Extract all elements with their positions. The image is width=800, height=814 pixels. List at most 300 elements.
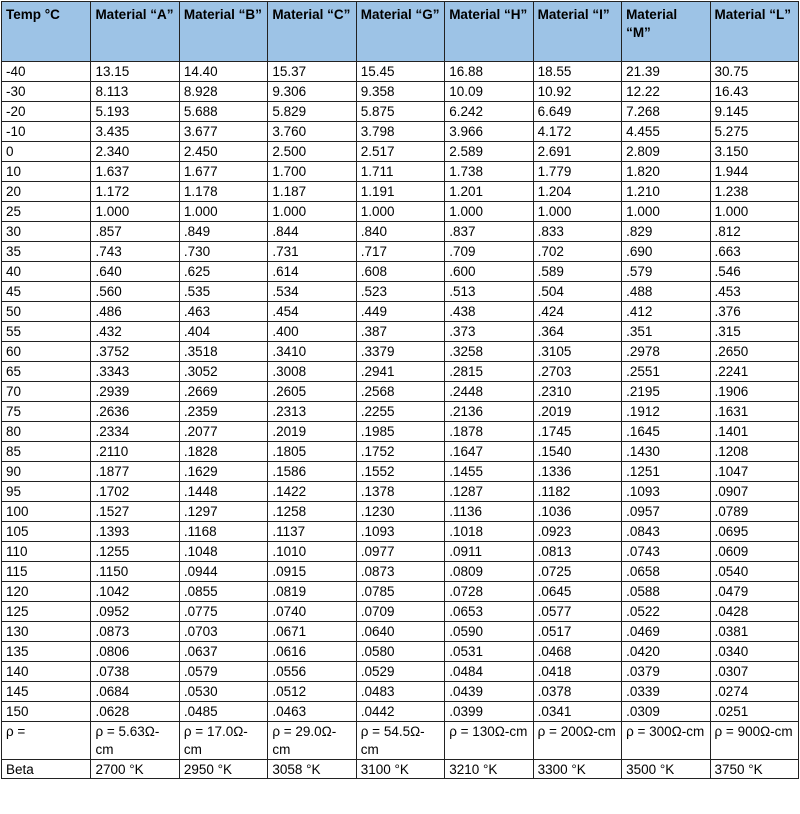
value-cell: .2941 — [356, 362, 444, 382]
beta-row — [2, 760, 799, 779]
table-row — [2, 422, 799, 442]
value-cell: .2241 — [710, 362, 799, 382]
value-cell: 8.928 — [179, 82, 267, 102]
value-cell: .1393 — [91, 522, 179, 542]
value-cell: 9.145 — [710, 102, 799, 122]
value-cell: .513 — [445, 282, 533, 302]
temp-cell: 95 — [2, 482, 91, 502]
temp-cell: 130 — [2, 622, 91, 642]
value-cell: .0340 — [710, 642, 799, 662]
beta-cell: 3500 °K — [622, 760, 710, 779]
value-cell: .1287 — [445, 482, 533, 502]
value-cell: .3410 — [268, 342, 356, 362]
value-cell: .3379 — [356, 342, 444, 362]
value-cell: .812 — [710, 222, 799, 242]
beta-cell: 3100 °K — [356, 760, 444, 779]
value-cell: .2703 — [533, 362, 621, 382]
value-cell: .2019 — [533, 402, 621, 422]
value-cell: 1.000 — [356, 202, 444, 222]
value-cell: .486 — [91, 302, 179, 322]
value-cell: .2815 — [445, 362, 533, 382]
value-cell: 15.45 — [356, 62, 444, 82]
value-cell: .0813 — [533, 542, 621, 562]
beta-cell: 3058 °K — [268, 760, 356, 779]
header-row — [2, 2, 799, 62]
value-cell: .2019 — [268, 422, 356, 442]
temp-cell: 30 — [2, 222, 91, 242]
value-cell: .0531 — [445, 642, 533, 662]
table-row — [2, 602, 799, 622]
value-cell: .0703 — [179, 622, 267, 642]
value-cell: .709 — [445, 242, 533, 262]
value-cell: .0381 — [710, 622, 799, 642]
temp-cell: 10 — [2, 162, 91, 182]
value-cell: .1912 — [622, 402, 710, 422]
value-cell: .1297 — [179, 502, 267, 522]
value-cell: 1.000 — [533, 202, 621, 222]
value-cell: .0952 — [91, 602, 179, 622]
table-row — [2, 242, 799, 262]
value-cell: .1018 — [445, 522, 533, 542]
value-cell: .0775 — [179, 602, 267, 622]
temp-cell: 105 — [2, 522, 91, 542]
value-cell: .579 — [622, 262, 710, 282]
header-material-b: Material “B” — [179, 2, 267, 62]
temp-cell: 135 — [2, 642, 91, 662]
value-cell: .3343 — [91, 362, 179, 382]
value-cell: 1.637 — [91, 162, 179, 182]
value-cell: .1093 — [622, 482, 710, 502]
temp-cell: -10 — [2, 122, 91, 142]
value-cell: .0588 — [622, 582, 710, 602]
value-cell: .0695 — [710, 522, 799, 542]
value-cell: 1.000 — [445, 202, 533, 222]
value-cell: .1182 — [533, 482, 621, 502]
value-cell: .0628 — [91, 702, 179, 722]
value-cell: .0339 — [622, 682, 710, 702]
rho-cell: ρ = 900Ω-cm — [710, 722, 799, 760]
value-cell: .0684 — [91, 682, 179, 702]
value-cell: .1552 — [356, 462, 444, 482]
temp-cell: -30 — [2, 82, 91, 102]
value-cell: 1.000 — [268, 202, 356, 222]
rho-cell: ρ = 130Ω-cm — [445, 722, 533, 760]
value-cell: 3.435 — [91, 122, 179, 142]
value-cell: 5.275 — [710, 122, 799, 142]
value-cell: .0307 — [710, 662, 799, 682]
value-cell: .0484 — [445, 662, 533, 682]
value-cell: .1258 — [268, 502, 356, 522]
rho-cell: ρ = 29.0Ω-cm — [268, 722, 356, 760]
value-cell: 4.455 — [622, 122, 710, 142]
temp-cell: 70 — [2, 382, 91, 402]
value-cell: .0479 — [710, 582, 799, 602]
value-cell: 13.15 — [91, 62, 179, 82]
table-row — [2, 582, 799, 602]
value-cell: .0653 — [445, 602, 533, 622]
value-cell: .1527 — [91, 502, 179, 522]
value-cell: 5.688 — [179, 102, 267, 122]
value-cell: .0590 — [445, 622, 533, 642]
table-row — [2, 62, 799, 82]
value-cell: .0468 — [533, 642, 621, 662]
value-cell: .0469 — [622, 622, 710, 642]
value-cell: .0556 — [268, 662, 356, 682]
value-cell: .2978 — [622, 342, 710, 362]
value-cell: .857 — [91, 222, 179, 242]
value-cell: 10.09 — [445, 82, 533, 102]
value-cell: .1255 — [91, 542, 179, 562]
value-cell: .0309 — [622, 702, 710, 722]
value-cell: .1586 — [268, 462, 356, 482]
value-cell: .0379 — [622, 662, 710, 682]
value-cell: 4.172 — [533, 122, 621, 142]
table-row — [2, 362, 799, 382]
temp-cell: 100 — [2, 502, 91, 522]
value-cell: .0428 — [710, 602, 799, 622]
value-cell: 1.000 — [710, 202, 799, 222]
value-cell: .0418 — [533, 662, 621, 682]
value-cell: .0873 — [356, 562, 444, 582]
value-cell: .504 — [533, 282, 621, 302]
value-cell: 1.944 — [710, 162, 799, 182]
value-cell: .0671 — [268, 622, 356, 642]
value-cell: 1.201 — [445, 182, 533, 202]
temp-cell: 20 — [2, 182, 91, 202]
table-row — [2, 702, 799, 722]
value-cell: 1.711 — [356, 162, 444, 182]
header-material-m: Material “M” — [622, 2, 710, 62]
value-cell: 3.150 — [710, 142, 799, 162]
value-cell: .449 — [356, 302, 444, 322]
value-cell: .0517 — [533, 622, 621, 642]
table-row — [2, 342, 799, 362]
value-cell: .0728 — [445, 582, 533, 602]
temp-cell: 115 — [2, 562, 91, 582]
value-cell: .438 — [445, 302, 533, 322]
value-cell: .0740 — [268, 602, 356, 622]
value-cell: .608 — [356, 262, 444, 282]
value-cell: .840 — [356, 222, 444, 242]
value-cell: .717 — [356, 242, 444, 262]
value-cell: 1.238 — [710, 182, 799, 202]
value-cell: .0463 — [268, 702, 356, 722]
rho-cell: ρ = 17.0Ω-cm — [179, 722, 267, 760]
value-cell: .0529 — [356, 662, 444, 682]
table-row — [2, 142, 799, 162]
value-cell: .404 — [179, 322, 267, 342]
value-cell: .2110 — [91, 442, 179, 462]
table-row — [2, 662, 799, 682]
table-row — [2, 382, 799, 402]
value-cell: .730 — [179, 242, 267, 262]
value-cell: .0944 — [179, 562, 267, 582]
value-cell: 6.242 — [445, 102, 533, 122]
value-cell: 3.966 — [445, 122, 533, 142]
value-cell: 1.779 — [533, 162, 621, 182]
value-cell: .1036 — [533, 502, 621, 522]
value-cell: 9.306 — [268, 82, 356, 102]
value-cell: .1150 — [91, 562, 179, 582]
value-cell: .412 — [622, 302, 710, 322]
table-row — [2, 102, 799, 122]
value-cell: .2077 — [179, 422, 267, 442]
value-cell: .546 — [710, 262, 799, 282]
value-cell: .1647 — [445, 442, 533, 462]
value-cell: .3052 — [179, 362, 267, 382]
value-cell: .1631 — [710, 402, 799, 422]
value-cell: .2359 — [179, 402, 267, 422]
value-cell: .1645 — [622, 422, 710, 442]
value-cell: .3105 — [533, 342, 621, 362]
beta-cell: 3750 °K — [710, 760, 799, 779]
beta-cell: 2950 °K — [179, 760, 267, 779]
value-cell: .600 — [445, 262, 533, 282]
value-cell: .1093 — [356, 522, 444, 542]
temp-cell: -20 — [2, 102, 91, 122]
temp-cell: 80 — [2, 422, 91, 442]
value-cell: .2195 — [622, 382, 710, 402]
value-cell: .0512 — [268, 682, 356, 702]
value-cell: .1401 — [710, 422, 799, 442]
value-cell: 1.677 — [179, 162, 267, 182]
value-cell: .1010 — [268, 542, 356, 562]
value-cell: .640 — [91, 262, 179, 282]
table-row — [2, 302, 799, 322]
table-row — [2, 222, 799, 242]
table-row — [2, 682, 799, 702]
value-cell: .0789 — [710, 502, 799, 522]
temp-cell: 0 — [2, 142, 91, 162]
temp-cell: 40 — [2, 262, 91, 282]
value-cell: .1136 — [445, 502, 533, 522]
value-cell: .3008 — [268, 362, 356, 382]
value-cell: 5.193 — [91, 102, 179, 122]
value-cell: .2448 — [445, 382, 533, 402]
value-cell: .625 — [179, 262, 267, 282]
table-row — [2, 82, 799, 102]
temp-cell: 55 — [2, 322, 91, 342]
header-material-l: Material “L” — [710, 2, 799, 62]
temp-cell: 145 — [2, 682, 91, 702]
value-cell: .560 — [91, 282, 179, 302]
table-row — [2, 522, 799, 542]
value-cell: .844 — [268, 222, 356, 242]
rho-label-cell: ρ = — [2, 722, 91, 760]
value-cell: 21.39 — [622, 62, 710, 82]
value-cell: .1230 — [356, 502, 444, 522]
temp-cell: 45 — [2, 282, 91, 302]
value-cell: .463 — [179, 302, 267, 322]
value-cell: .0341 — [533, 702, 621, 722]
value-cell: .0915 — [268, 562, 356, 582]
temp-cell: 65 — [2, 362, 91, 382]
value-cell: .0251 — [710, 702, 799, 722]
value-cell: 2.691 — [533, 142, 621, 162]
value-cell: 1.820 — [622, 162, 710, 182]
value-cell: .0843 — [622, 522, 710, 542]
value-cell: 1.191 — [356, 182, 444, 202]
value-cell: .1422 — [268, 482, 356, 502]
header-temp: Temp °C — [2, 2, 91, 62]
value-cell: 12.22 — [622, 82, 710, 102]
value-cell: .0977 — [356, 542, 444, 562]
temp-cell: 75 — [2, 402, 91, 422]
value-cell: 3.677 — [179, 122, 267, 142]
value-cell: .1702 — [91, 482, 179, 502]
value-cell: .400 — [268, 322, 356, 342]
value-cell: .0616 — [268, 642, 356, 662]
value-cell: .1877 — [91, 462, 179, 482]
value-cell: .1168 — [179, 522, 267, 542]
beta-cell: 3300 °K — [533, 760, 621, 779]
value-cell: .0399 — [445, 702, 533, 722]
value-cell: .1251 — [622, 462, 710, 482]
value-cell: .0725 — [533, 562, 621, 582]
value-cell: .2636 — [91, 402, 179, 422]
table-row — [2, 642, 799, 662]
value-cell: 7.268 — [622, 102, 710, 122]
value-cell: .1752 — [356, 442, 444, 462]
temp-cell: 150 — [2, 702, 91, 722]
table-body — [2, 62, 799, 779]
value-cell: 2.450 — [179, 142, 267, 162]
table-row — [2, 462, 799, 482]
beta-label-cell: Beta — [2, 760, 91, 779]
value-cell: .0658 — [622, 562, 710, 582]
table-row — [2, 402, 799, 422]
value-cell: .702 — [533, 242, 621, 262]
value-cell: .2334 — [91, 422, 179, 442]
value-cell: .373 — [445, 322, 533, 342]
header-material-c: Material “C” — [268, 2, 356, 62]
value-cell: .0274 — [710, 682, 799, 702]
table-row — [2, 122, 799, 142]
value-cell: .1985 — [356, 422, 444, 442]
rho-row — [2, 722, 799, 760]
value-cell: .1745 — [533, 422, 621, 442]
value-cell: .315 — [710, 322, 799, 342]
table-row — [2, 202, 799, 222]
table-row — [2, 442, 799, 462]
value-cell: 2.517 — [356, 142, 444, 162]
value-cell: .0957 — [622, 502, 710, 522]
value-cell: .387 — [356, 322, 444, 342]
value-cell: .0785 — [356, 582, 444, 602]
resistance-ratio-table — [1, 1, 799, 779]
value-cell: .589 — [533, 262, 621, 282]
beta-cell: 3210 °K — [445, 760, 533, 779]
value-cell: .0743 — [622, 542, 710, 562]
value-cell: .376 — [710, 302, 799, 322]
value-cell: .0645 — [533, 582, 621, 602]
value-cell: 1.172 — [91, 182, 179, 202]
value-cell: 3.760 — [268, 122, 356, 142]
rho-cell: ρ = 5.63Ω-cm — [91, 722, 179, 760]
value-cell: .0439 — [445, 682, 533, 702]
temp-cell: 125 — [2, 602, 91, 622]
value-cell: .3752 — [91, 342, 179, 362]
value-cell: .2650 — [710, 342, 799, 362]
table-row — [2, 182, 799, 202]
temp-cell: 85 — [2, 442, 91, 462]
value-cell: .0540 — [710, 562, 799, 582]
table-row — [2, 542, 799, 562]
value-cell: .0806 — [91, 642, 179, 662]
temp-cell: 25 — [2, 202, 91, 222]
temp-cell: 140 — [2, 662, 91, 682]
value-cell: .0907 — [710, 482, 799, 502]
value-cell: .0483 — [356, 682, 444, 702]
value-cell: .2313 — [268, 402, 356, 422]
value-cell: 5.829 — [268, 102, 356, 122]
value-cell: .2136 — [445, 402, 533, 422]
table-row — [2, 282, 799, 302]
value-cell: .0609 — [710, 542, 799, 562]
value-cell: 6.649 — [533, 102, 621, 122]
value-cell: 1.204 — [533, 182, 621, 202]
value-cell: .1878 — [445, 422, 533, 442]
table-row — [2, 622, 799, 642]
value-cell: .534 — [268, 282, 356, 302]
value-cell: .731 — [268, 242, 356, 262]
value-cell: .1336 — [533, 462, 621, 482]
value-cell: .1430 — [622, 442, 710, 462]
rho-cell: ρ = 54.5Ω-cm — [356, 722, 444, 760]
table-row — [2, 502, 799, 522]
value-cell: 15.37 — [268, 62, 356, 82]
value-cell: .2605 — [268, 382, 356, 402]
table-row — [2, 322, 799, 342]
value-cell: .0442 — [356, 702, 444, 722]
value-cell: .829 — [622, 222, 710, 242]
value-cell: .2551 — [622, 362, 710, 382]
value-cell: 14.40 — [179, 62, 267, 82]
value-cell: 3.798 — [356, 122, 444, 142]
value-cell: .1048 — [179, 542, 267, 562]
rho-cell: ρ = 200Ω-cm — [533, 722, 621, 760]
value-cell: .1805 — [268, 442, 356, 462]
value-cell: .523 — [356, 282, 444, 302]
value-cell: .3518 — [179, 342, 267, 362]
value-cell: .1540 — [533, 442, 621, 462]
value-cell: .1448 — [179, 482, 267, 502]
value-cell: 1.000 — [179, 202, 267, 222]
value-cell: .364 — [533, 322, 621, 342]
value-cell: .0579 — [179, 662, 267, 682]
temp-cell: 90 — [2, 462, 91, 482]
value-cell: .0522 — [622, 602, 710, 622]
value-cell: .2310 — [533, 382, 621, 402]
value-cell: 1.738 — [445, 162, 533, 182]
value-cell: .424 — [533, 302, 621, 322]
header-material-a: Material “A” — [91, 2, 179, 62]
table-row — [2, 162, 799, 182]
value-cell: 1.700 — [268, 162, 356, 182]
value-cell: .0873 — [91, 622, 179, 642]
value-cell: .1137 — [268, 522, 356, 542]
value-cell: 5.875 — [356, 102, 444, 122]
value-cell: .2669 — [179, 382, 267, 402]
header-material-g: Material “G” — [356, 2, 444, 62]
value-cell: 1.000 — [622, 202, 710, 222]
table-row — [2, 562, 799, 582]
value-cell: .2568 — [356, 382, 444, 402]
table-row — [2, 262, 799, 282]
value-cell: 18.55 — [533, 62, 621, 82]
value-cell: 30.75 — [710, 62, 799, 82]
value-cell: .1828 — [179, 442, 267, 462]
